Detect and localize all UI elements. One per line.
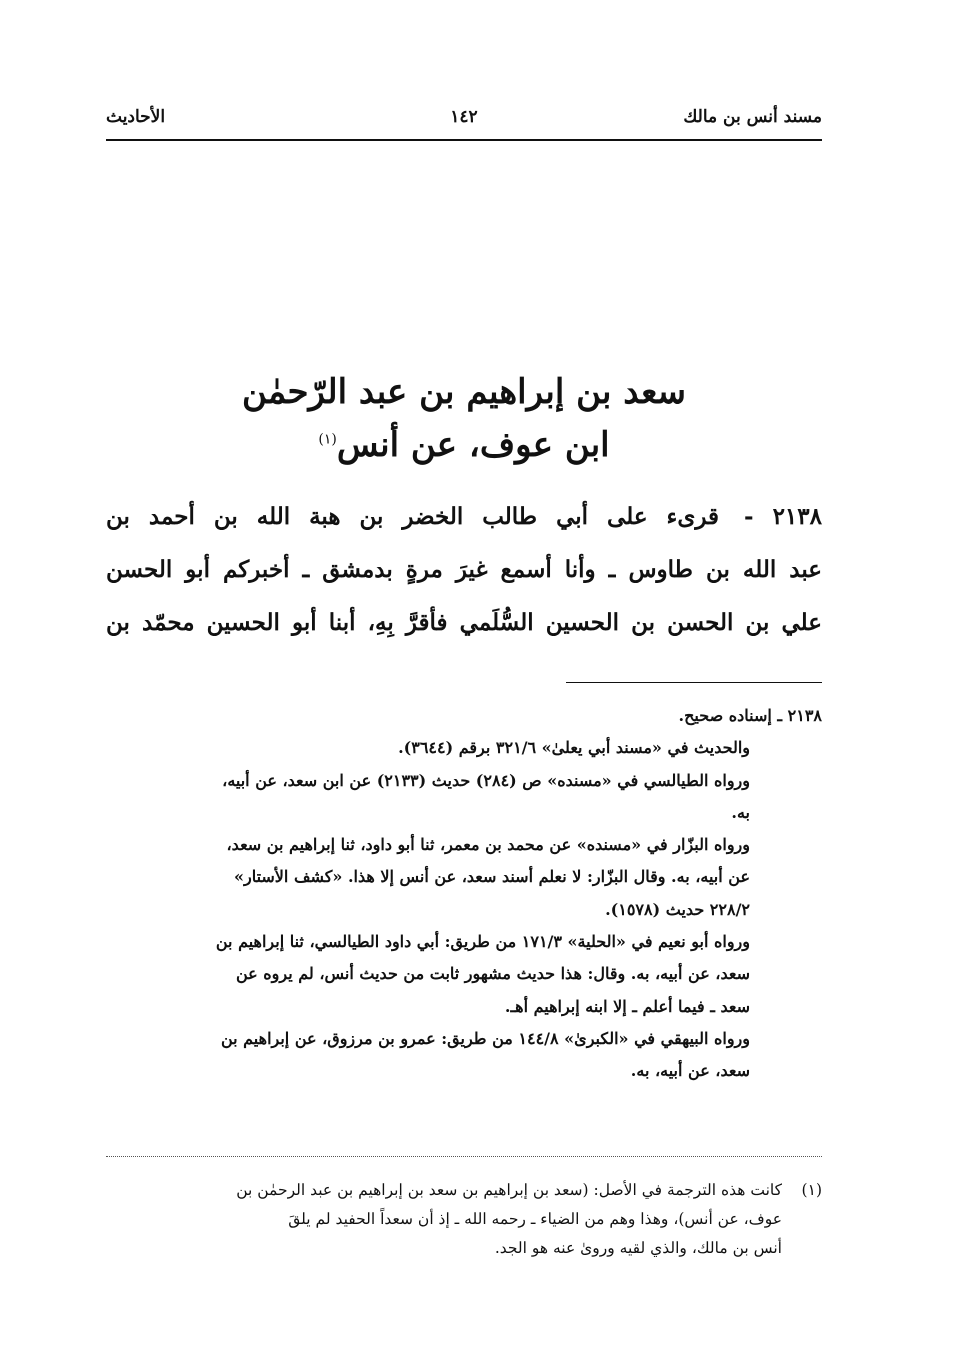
footnote-mark: (١) — [801, 1181, 822, 1199]
chapter-title-line-1: سعد بن إبراهيم بن عبد الرّحمٰن — [241, 372, 687, 412]
notes-line: سعد، عن أبيه، به. وقال: هذا حديث مشهور ثابت من حديث أنس، لم يروه عن — [236, 964, 750, 984]
footnote-reference: (١) — [318, 431, 337, 448]
notes-line: عن أبيه، به. وقال البزّار: لا نعلم أسند سعد، عن أنس إلا هذا. «كشف الأستار» — [233, 867, 750, 887]
hadith-text — [106, 490, 822, 649]
hadith-notes — [106, 700, 822, 1088]
notes-line: ٢٢٨/٢ حديث (١٥٧٨). — [605, 899, 750, 919]
notes-line: سعد ـ فيما أعلم ـ إلا ابنه إبراهيم أهـ. — [504, 996, 750, 1016]
page-number: ١٤٢ — [450, 107, 478, 127]
notes-line: ورواه البزّار في «مسنده» عن محمد بن معمر، ثنا أبو داود، ثنا إبراهيم بن سعد، — [226, 835, 750, 855]
footnote-separator — [106, 1156, 822, 1157]
chapter-title-line-2 — [106, 425, 822, 466]
notes-line: به. — [731, 802, 750, 822]
footnote-line: كانت هذه الترجمة في الأصل: (سعد بن إبراهيم بن سعد بن إبراهيم بن عبد الرحمٰن بن — [236, 1181, 782, 1199]
footnote-text — [106, 1176, 822, 1263]
chapter-title-line-2-text: ابن عوف، عن أنس — [336, 425, 610, 465]
hadith-number: ٢١٣٨ - — [744, 503, 822, 530]
header-section-title: الأحاديث — [106, 107, 166, 127]
footnote-line: أنس بن مالك، والذي لقيه وروىٰ عنه هو الجد. — [494, 1239, 782, 1257]
notes-line: ورواه أبو نعيم في «الحلية» ١٧١/٣ من طريق: أبي داود الطيالسي، ثنا إبراهيم بن — [215, 932, 750, 952]
notes-line: والحديث في «مسند أبي يعلىٰ» ٣٢١/٦ برقم (٣٦٤٤). — [398, 738, 750, 758]
header-rule — [106, 139, 822, 141]
notes-line: ورواه البيهقي في «الكبرىٰ» ١٤٤/٨ من طريق: عمرو بن مرزوق، عن إبراهيم بن — [220, 1028, 750, 1048]
running-header — [106, 103, 822, 139]
notes-line: ورواه الطيالسي في «مسنده» ص (٢٨٤) حديث (٢١٣٣) عن ابن سعد، عن أبيه، — [222, 770, 750, 790]
footnote — [106, 1176, 822, 1263]
notes-line: سعد، عن أبيه، به. — [630, 1061, 750, 1081]
header-book-title: مسند أنس بن مالك — [683, 107, 822, 127]
notes-heading: ٢١٣٨ ـ إسناده صحيح. — [678, 706, 822, 725]
hadith-line-1: قرىء على أبي طالب الخضر بن هبة الله بن أحمد بن — [106, 503, 720, 530]
hadith-line-2: عبد الله بن طاوس ـ وأنا أسمع غيرَ مرةٍ بدمشق ـ أخبركم أبو الحسن — [106, 556, 822, 583]
hadith-line-3: علي بن الحسن بن الحسين السُّلَمي فأقرَّ بِهِ، أبنا أبو الحسين محمّد بن — [106, 609, 822, 636]
footnote-line: عوف، عن أنس)، وهذا وهم من الضياء ـ رحمه الله ـ إذ أن سعداً الحفيد لم يلقَ — [288, 1210, 782, 1228]
notes-separator — [566, 682, 822, 683]
hadith-line — [106, 490, 822, 543]
